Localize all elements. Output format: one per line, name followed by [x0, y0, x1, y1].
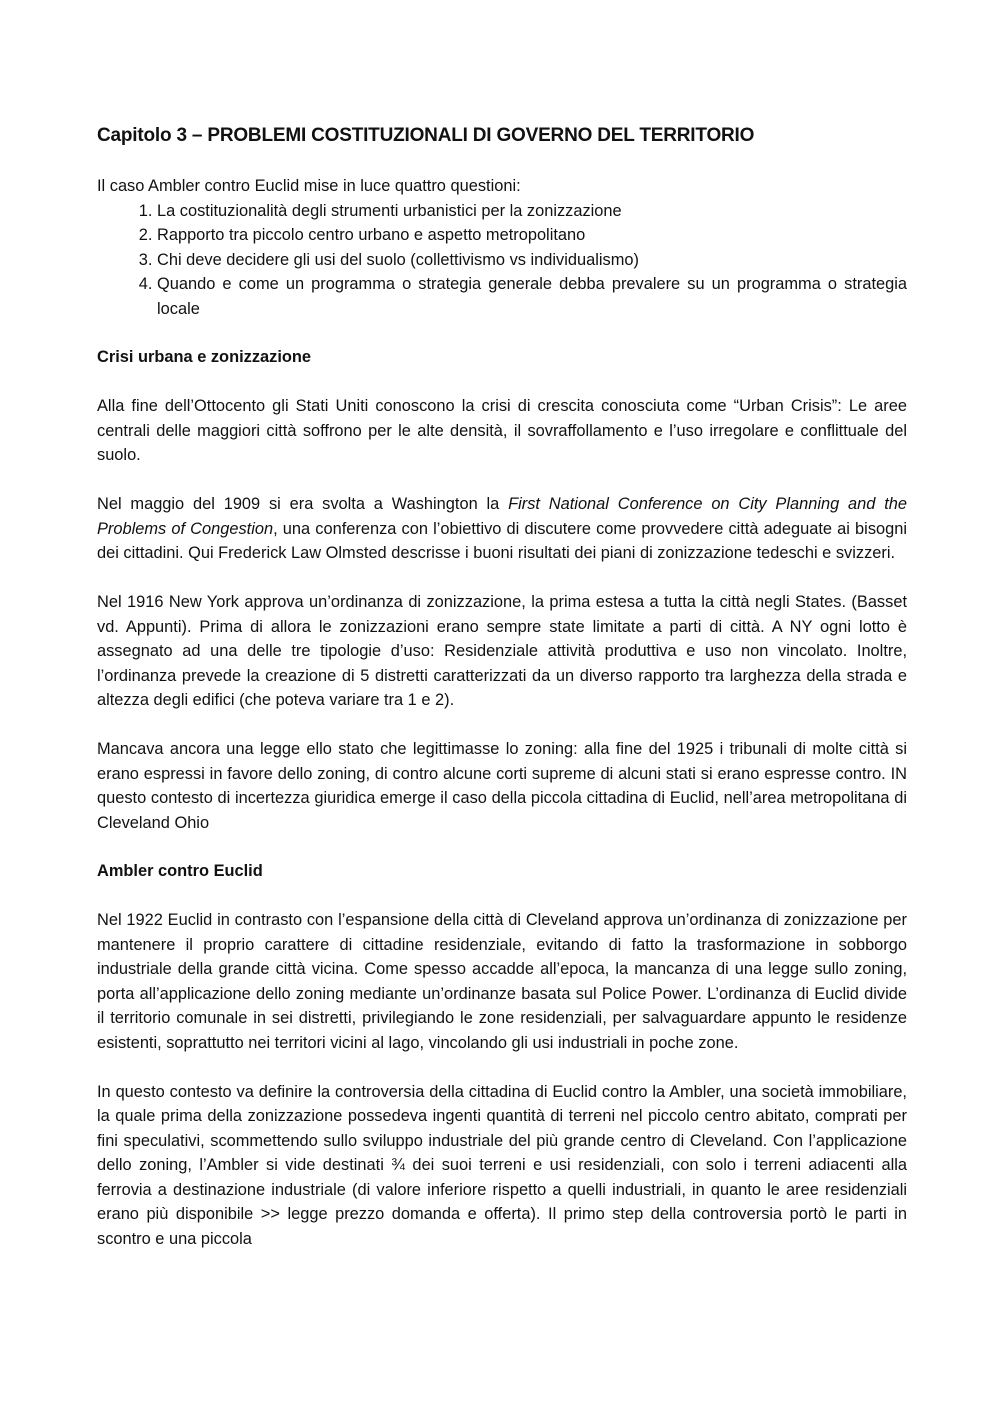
chapter-title: Capitolo 3 – PROBLEMI COSTITUZIONALI DI GOVERNO DEL TERRITORIO: [97, 125, 755, 146]
paragraph-conference: [97, 492, 907, 566]
paragraph-text: Nel maggio del 1909 si era svolta a Washington la: [97, 495, 509, 513]
paragraph-text: , una conferenza con l’obiettivo di discutere come provvedere città adeguate ai bisogni dei cittadini. Qui Frederick Law Olmsted descrisse i buoni risultati dei piani di zonizzazione tedeschi e svizzeri.: [97, 519, 907, 562]
list-item: 4. Quando e come un programma o strategia generale debba prevalere su un programma o strategia locale: [157, 272, 907, 321]
list-item: 3. Chi deve decidere gli usi del suolo (collettivismo vs individualismo): [157, 248, 907, 273]
section-heading-crisi-urbana: Crisi urbana e zonizzazione: [97, 348, 312, 366]
intro-text: Il caso Ambler contro Euclid mise in luce quattro questioni:: [97, 177, 521, 195]
paragraph-urban-crisis: Alla fine dell’Ottocento gli Stati Uniti conoscono la crisi di crescita conosciuta come “Urban Crisis”: Le aree centrali delle maggiori città soffrono per le alte densità, il sovraffollamento e l’uso irregolare e conflittuale del suolo.: [97, 397, 907, 464]
conference-title: First National Conference on City Planning and the Problems of Congestion: [97, 495, 908, 538]
paragraph-legal-uncertainty: Mancava ancora una legge ello stato che legittimasse lo zoning: alla fine del 1925 i tribunali di molte città si erano espressi in favore dello zoning, di contro alcune corti supreme di alcuni stati si erano espresse contro. IN questo contesto di incertezza giuridica emerge il caso della piccola cittadina di Euclid, nell’area metropolitana di Cleveland Ohio: [97, 740, 907, 832]
paragraph-controversy: In questo contesto va definire la controversia della cittadina di Euclid contro la Ambler, una società immobiliare, la quale prima della zonizzazione possedeva ingenti quantità di terreni nel piccolo centro abitato, comprati per fini speculativi, scommettendo sullo sviluppo industriale del più grande centro di Cleveland. Con l’applicazione dello zoning, l’Ambler si vide destinati ¾ dei suoi terreni e usi residenziali, con solo i terreni adiacenti alla ferrovia a destinazione industriale (di valore inferiore rispetto a quelli industriali, in quanto le aree residenziali erano più disponibile >> legge prezzo domanda e offerta). Il primo step della controversia portò le parti in scontro e una piccola: [97, 1082, 907, 1248]
page-content: [97, 122, 907, 1251]
questions-list: [97, 199, 907, 322]
paragraph-euclid-ordinance: Nel 1922 Euclid in contrasto con l’espansione della città di Cleveland approva un’ordinanza di zonizzazione per mantenere il proprio carattere di cittadine residenziale, evitando di fatto la trasformazione in sobborgo industriale della grande città vicina. Come spesso accadde all’epoca, la mancanza di una legge sullo zoning, porta all’applicazione dello zoning mediante un’ordinanze basata sul Police Power. L’ordinanza di Euclid divide il territorio comunale in sei distretti, privilegiando le zone residenziali, per salvaguardare appunto le residenze esistenti, soprattutto nei territori vicini al lago, vincolando gli usi industriali in poche zone.: [97, 911, 907, 1052]
paragraph-new-york: Nel 1916 New York approva un’ordinanza di zonizzazione, la prima estesa a tutta la città negli States. (Basset vd. Appunti). Prima di allora le zonizzazioni erano sempre state limitate a parti di città. A NY ogni lotto è assegnato ad una delle tre tipologie d’uso: Residenziale attività produttiva e uso non vincolato. Inoltre, l’ordinanza prevede la creazione di 5 distretti caratterizzati da un diverso rapporto tra larghezza della strada e altezza degli edifici (che poteva variare tra 1 e 2).: [97, 593, 907, 709]
section-heading-ambler-euclid: Ambler contro Euclid: [97, 862, 263, 880]
list-item: 1. La costituzionalità degli strumenti urbanistici per la zonizzazione: [157, 199, 907, 224]
list-item: 2. Rapporto tra piccolo centro urbano e aspetto metropolitano: [157, 223, 907, 248]
